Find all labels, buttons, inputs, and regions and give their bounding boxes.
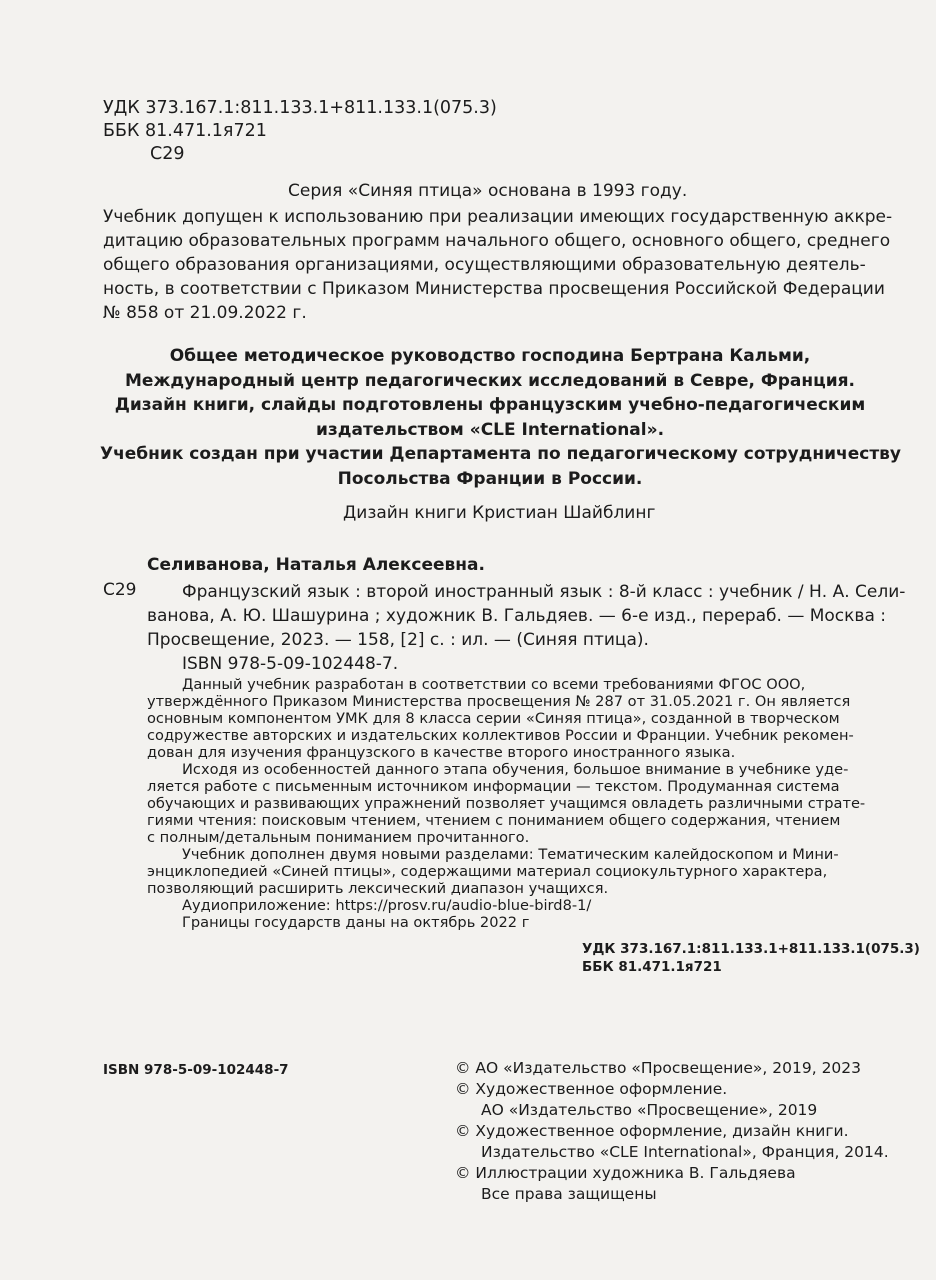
credits-line: Международный центр педагогических исследований в Севре, Франция. bbox=[125, 370, 855, 391]
annotation-line: позволяющий расширить лексический диапазон учащихся. bbox=[147, 880, 609, 897]
copyright-line: © Художественное оформление. bbox=[455, 1080, 728, 1098]
annotation-line: содружестве авторских и издательских коллективов России и Франции. Учебник рекомен- bbox=[147, 727, 854, 744]
udk-line: УДК 373.167.1:811.133.1+811.133.1(075.3) bbox=[103, 98, 497, 118]
annotation-line: дован для изучения французского в качестве второго иностранного языка. bbox=[147, 744, 736, 761]
approval-line: № 858 от 21.09.2022 г. bbox=[103, 303, 307, 323]
annotation-line: Исходя из особенностей данного этапа обучения, большое внимание в учебнике уде- bbox=[182, 761, 849, 778]
copyright-line: АО «Издательство «Просвещение», 2019 bbox=[481, 1101, 818, 1119]
bib-entry-line: ванова, А. Ю. Шашурина ; художник В. Гальдяев. — 6-е изд., перераб. — Москва : bbox=[147, 606, 886, 626]
bib-entry bbox=[147, 580, 906, 676]
credits-block bbox=[100, 344, 902, 491]
approval-line: общего образования организациями, осуществляющими образовательную деятель- bbox=[103, 255, 866, 275]
designer-line: Дизайн книги Кристиан Шайблинг bbox=[343, 503, 656, 523]
annotation-block bbox=[147, 676, 887, 931]
annotation-line: обучающих и развивающих упражнений позволяет учащимся овладеть различными страте- bbox=[147, 795, 866, 812]
annotation-line: основным компонентом УМК для 8 класса серии «Синяя птица», созданной в творческом bbox=[147, 710, 840, 727]
annotation-line: ляется работе с письменным источником информации — текстом. Продуманная система bbox=[147, 778, 840, 795]
udk-header bbox=[103, 97, 497, 166]
approval-block bbox=[103, 205, 893, 325]
series-line: Серия «Синяя птица» основана в 1993 году. bbox=[288, 181, 688, 201]
bib-entry-line: Французский язык : второй иностранный язык : 8-й класс : учебник / Н. А. Сели- bbox=[182, 582, 906, 602]
bib-code: С29 bbox=[103, 580, 137, 600]
copyright-line: © Художественное оформление, дизайн книги. bbox=[455, 1122, 849, 1140]
credits-line: издательством «CLE International». bbox=[315, 419, 665, 440]
credits-line: Учебник создан при участии Департамента по педагогическому сотрудничеству bbox=[100, 444, 902, 464]
copyright-line: Издательство «CLE International», Франция, 2014. bbox=[481, 1143, 889, 1161]
catalog-code: С29 bbox=[150, 144, 185, 164]
bbk-line: ББК 81.471.1я721 bbox=[582, 959, 722, 975]
annotation-line: с полным/детальным пониманием прочитанного. bbox=[147, 829, 530, 846]
approval-line: дитацию образовательных программ начального общего, основного общего, среднего bbox=[103, 231, 891, 251]
copyright-line: © Иллюстрации художника В. Гальдяева bbox=[455, 1164, 796, 1182]
bib-isbn: ISBN 978-5-09-102448-7. bbox=[182, 654, 399, 674]
footer-isbn: ISBN 978-5-09-102448-7 bbox=[103, 1062, 289, 1078]
credits-line: Посольства Франции в России. bbox=[337, 468, 643, 489]
copyright-block bbox=[455, 1058, 889, 1205]
udk-line: УДК 373.167.1:811.133.1+811.133.1(075.3) bbox=[582, 941, 920, 957]
annotation-line: энциклопедией «Синей птицы», содержащими материал социокультурного характера, bbox=[147, 863, 828, 880]
bbk-line: ББК 81.471.1я721 bbox=[103, 121, 267, 141]
bib-author: Селиванова, Наталья Алексеевна. bbox=[147, 555, 485, 575]
classification-block bbox=[582, 940, 920, 976]
audio-link: Аудиоприложение: https://prosv.ru/audio-blue-bird8-1/ bbox=[182, 897, 592, 914]
approval-line: Учебник допущен к использованию при реализации имеющих государственную аккре- bbox=[103, 207, 893, 227]
rights-reserved: Все права защищены bbox=[481, 1185, 657, 1203]
annotation-line: Данный учебник разработан в соответствии со всеми требованиями ФГОС ООО, bbox=[182, 676, 806, 693]
approval-line: ность, в соответствии с Приказом Министерства просвещения Российской Федерации bbox=[103, 279, 885, 299]
annotation-line: гиями чтения: поисковым чтением, чтением с пониманием общего содержания, чтением bbox=[147, 812, 841, 829]
credits-line: Дизайн книги, слайды подготовлены французским учебно-педагогическим bbox=[114, 395, 866, 415]
annotation-line: Учебник дополнен двумя новыми разделами: Тематическим калейдоскопом и Мини- bbox=[182, 846, 839, 863]
borders-note: Границы государств даны на октябрь 2022 г bbox=[182, 914, 530, 931]
copyright-line: © АО «Издательство «Просвещение», 2019, 2023 bbox=[455, 1059, 862, 1077]
credits-line: Общее методическое руководство господина Бертрана Кальми, bbox=[169, 346, 811, 366]
bib-entry-line: Просвещение, 2023. — 158, [2] с. : ил. — (Синяя птица). bbox=[147, 630, 649, 650]
annotation-line: утверждённого Приказом Министерства просвещения № 287 от 31.05.2021 г. Он является bbox=[147, 693, 851, 710]
